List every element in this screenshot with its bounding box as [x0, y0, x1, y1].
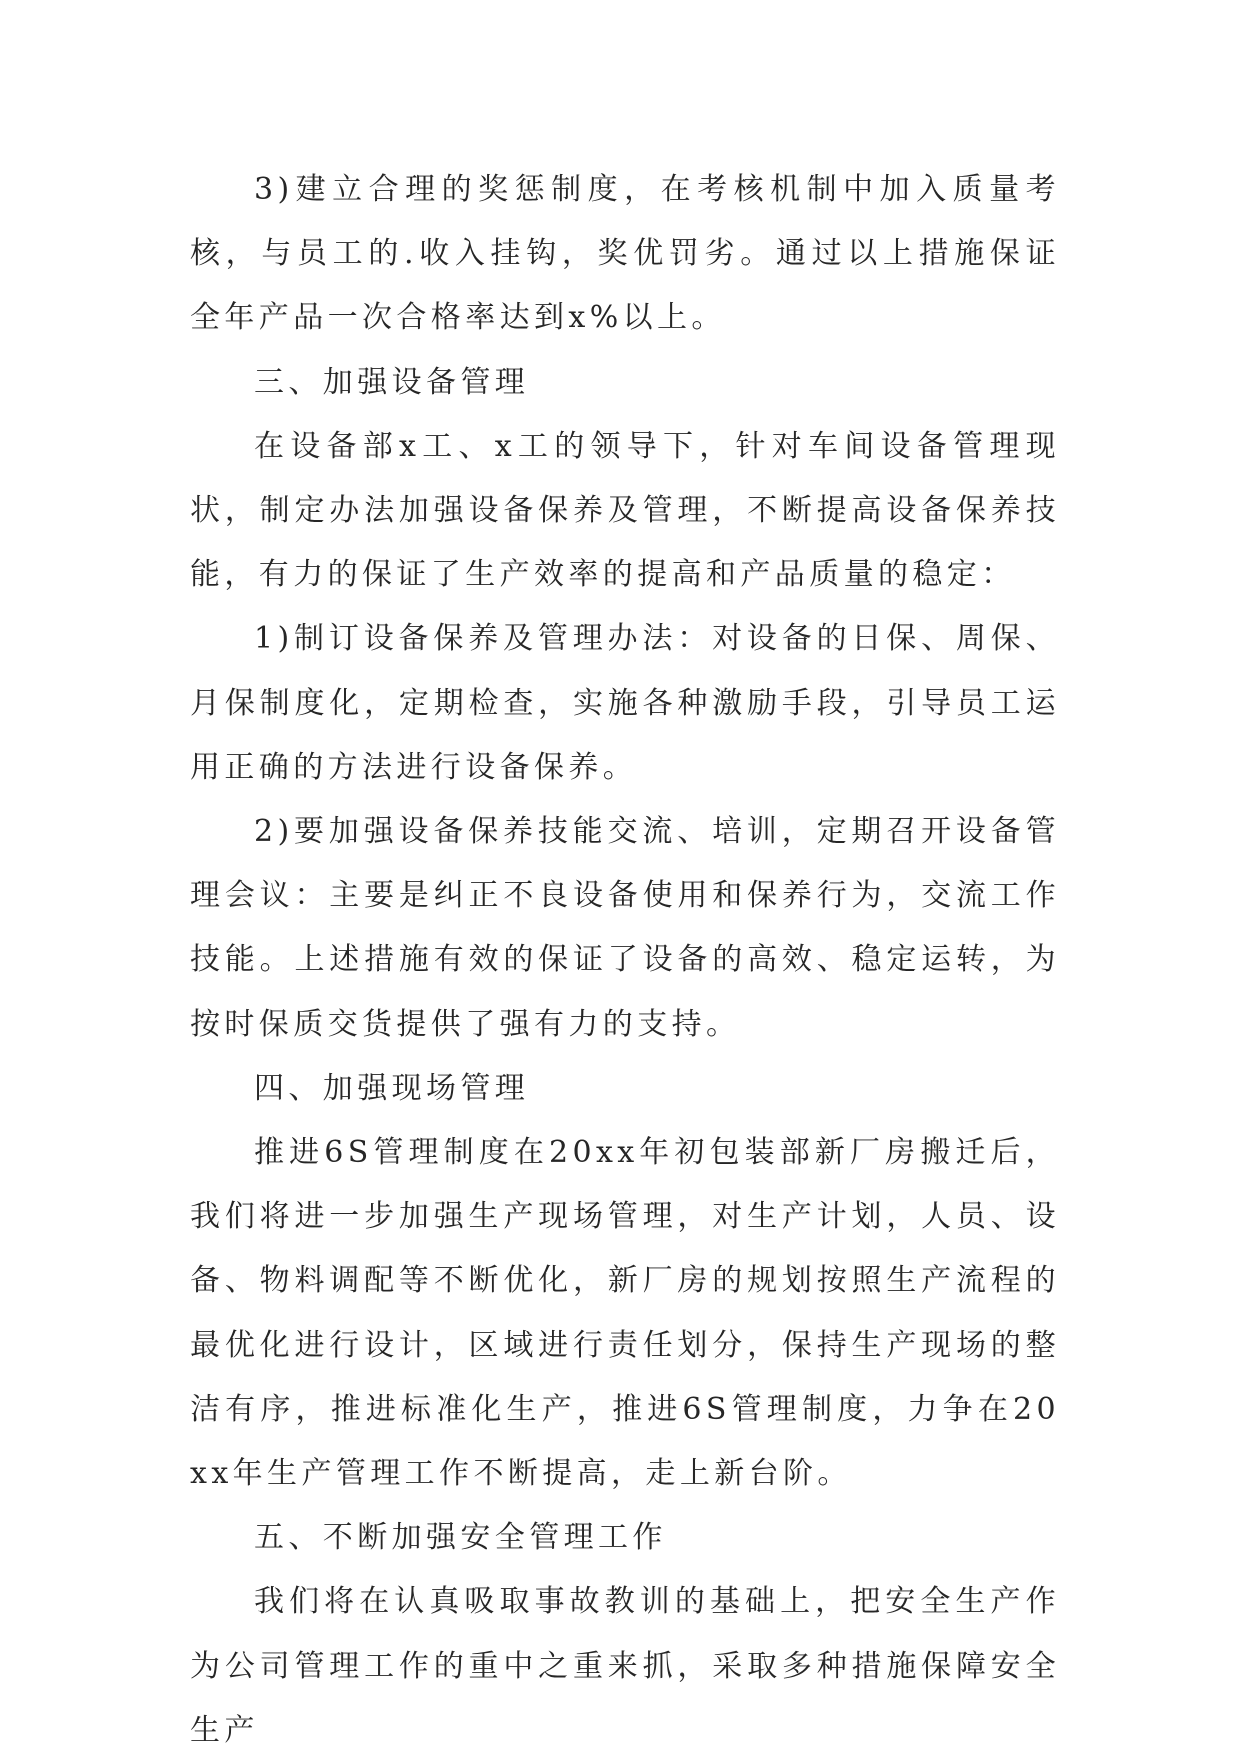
- paragraph-equipment-item-1: 1)制订设备保养及管理办法：对设备的日保、周保、月保制度化，定期检查，实施各种激励手段，引导员工运用正确的方法进行设备保养。: [190, 621, 1060, 785]
- section-heading-site: 四、加强现场管理: [254, 1070, 530, 1106]
- document-body: [190, 158, 1060, 1763]
- paragraph-reward-punishment: 3)建立合理的奖惩制度，在考核机制中加入质量考核，与员工的.收入挂钩，奖优罚劣。通过以上措施保证全年产品一次合格率达到x%以上。: [190, 172, 1060, 336]
- paragraph-equipment-intro: 在设备部x工、x工的领导下，针对车间设备管理现状，制定办法加强设备保养及管理，不断提高设备保养技能，有力的保证了生产效率的提高和产品质量的稳定：: [190, 428, 1060, 593]
- paragraph-equipment-item-2: 2)要加强设备保养技能交流、培训，定期召开设备管理会议：主要是纠正不良设备使用和保养行为，交流工作技能。上述措施有效的保证了设备的高效、稳定运转，为按时保质交货提供了强有力的支持。: [190, 814, 1060, 1042]
- section-heading-safety: 五、不断加强安全管理工作: [254, 1520, 667, 1556]
- section-heading-equipment: 三、加强设备管理: [254, 364, 530, 400]
- paragraph-site-management: 推进6S管理制度在20xx年初包装部新厂房搬迁后，我们将进一步加强生产现场管理，对生产计划，人员、设备、物料调配等不断优化，新厂房的规划按照生产流程的最优化进行设计，区域进行责任划分，保持生产现场的整洁有序，推进标准化生产，推进6S管理制度，力争在20xx年生产管理工作不断提高，走上新台阶。: [190, 1135, 1060, 1492]
- paragraph-safety: 我们将在认真吸取事故教训的基础上，把安全生产作为公司管理工作的重中之重来抓，采取多种措施保障安全生产: [190, 1584, 1060, 1748]
